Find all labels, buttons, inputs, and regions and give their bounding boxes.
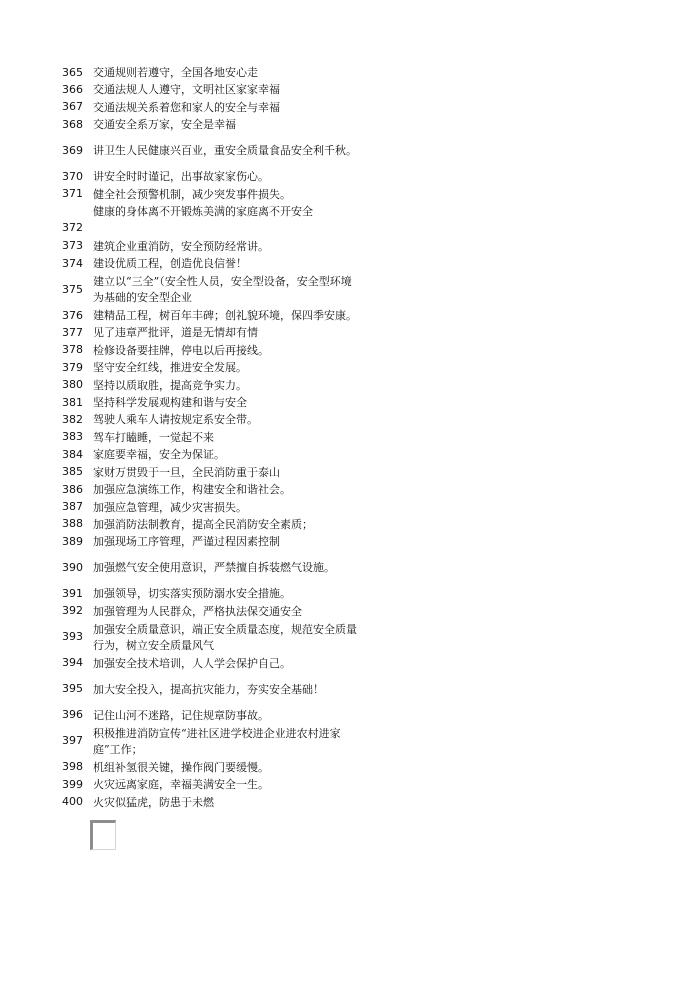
list-item	[62, 238, 362, 255]
list-item	[62, 64, 362, 81]
item-number: 369	[62, 143, 83, 157]
item-text: 建精品工程，树百年丰碑；创礼貌环境，保四季安康。	[93, 309, 357, 323]
list-item	[62, 272, 362, 307]
item-text: 交通规则若遵守，全国各地安心走	[93, 66, 258, 79]
list-item	[62, 724, 362, 759]
list-item	[62, 620, 362, 655]
list-item	[62, 255, 362, 272]
item-number: 394	[62, 656, 83, 670]
frame-corner-icon	[90, 820, 116, 850]
item-number: 373	[62, 239, 83, 253]
item-number: 377	[62, 325, 83, 339]
item-text: 加强现场工序管理，严谨过程因素控制	[93, 535, 280, 549]
item-text: 火灾远离家庭，幸福美满安全一生。	[93, 778, 269, 792]
list-item	[62, 603, 362, 620]
list-item	[62, 585, 362, 602]
list-item	[62, 359, 362, 376]
list-item	[62, 394, 362, 411]
item-text: 健全社会预警机制，减少突发事件损失。	[93, 187, 291, 201]
list-item	[62, 429, 362, 446]
list-item	[62, 342, 362, 359]
item-number: 368	[62, 117, 83, 131]
item-text: 讲卫生人民健康兴百业，重安全质量食品安全利千秋。	[93, 144, 357, 158]
list-item	[62, 794, 362, 811]
item-text: 建设优质工程，创造优良信誉！	[93, 257, 247, 271]
list-item	[62, 81, 362, 98]
list-item	[62, 99, 362, 116]
item-text: 见了违章严批评，道是无情却有情	[93, 326, 258, 340]
item-text: 检修设备要挂牌，停电以后再接线。	[93, 343, 269, 357]
item-text: 加强消防法制教育，提高全民消防安全素质；	[93, 517, 313, 531]
item-number: 386	[62, 482, 83, 496]
item-number: 391	[62, 586, 83, 600]
list-item	[62, 464, 362, 481]
item-text: 交通法规关系着您和家人的安全与幸福	[93, 100, 280, 114]
item-text: 加强管理为人民群众，严格执法保交通安全	[93, 604, 302, 618]
list-item	[62, 776, 362, 793]
item-number: 392	[62, 604, 83, 618]
item-number: 366	[62, 82, 83, 96]
list-item	[62, 203, 362, 238]
item-number: 398	[62, 760, 83, 774]
item-number: 372	[62, 221, 83, 235]
item-text: 健康的身体离不开锻炼美满的家庭离不开安全	[93, 205, 313, 219]
item-text: 加强领导，切实落实预防溺水安全措施。	[93, 587, 291, 601]
list-item	[62, 324, 362, 341]
item-text: 火灾似猛虎，防患于未燃	[93, 795, 214, 809]
item-text: 建立以“三全”（安全性人员，安全型设备，安全型环境为基础的安全型企业	[93, 274, 352, 305]
item-text: 坚守安全红线，推进安全发展。	[93, 361, 247, 375]
item-number: 396	[62, 708, 83, 722]
item-number: 393	[62, 630, 83, 644]
item-text: 驾驶人乘车人请按规定系安全带。	[93, 413, 258, 427]
list-item	[62, 481, 362, 498]
item-number: 400	[62, 795, 83, 809]
item-number: 376	[62, 308, 83, 322]
item-text: 机组补氢很关键，操作阀门要缓慢。	[93, 760, 269, 774]
list-item	[62, 533, 362, 550]
list-item	[62, 551, 362, 586]
item-text: 家财万贯毁于一旦，全民消防重于泰山	[93, 465, 280, 479]
list-item	[62, 446, 362, 463]
item-text: 记住山河不迷路，记住规章防事故。	[93, 708, 269, 722]
list-item	[62, 655, 362, 672]
item-text: 家庭要幸福，安全为保证。	[93, 448, 225, 462]
list-item	[62, 186, 362, 203]
list-item	[62, 672, 362, 707]
list-item	[62, 499, 362, 516]
item-number: 389	[62, 534, 83, 548]
item-text: 加大安全投入，提高抗灾能力，夯实安全基础！	[93, 682, 324, 696]
item-number: 390	[62, 560, 83, 574]
item-text: 加强应急演练工作，构建安全和谐社会。	[93, 483, 291, 497]
item-number: 399	[62, 777, 83, 791]
item-text: 积极推进消防宣传“进社区进学校进企业进农村进家庭”工作；	[93, 726, 341, 756]
item-number: 382	[62, 412, 83, 426]
item-text: 驾车打瞌睡，一觉起不来	[93, 430, 214, 444]
item-number: 365	[62, 65, 83, 79]
list-item	[62, 377, 362, 394]
item-text: 加强应急管理，减少灾害损失。	[93, 500, 247, 514]
item-text: 交通法规人人遵守，文明社区家家幸福	[93, 83, 280, 97]
item-number: 378	[62, 343, 83, 357]
slogan-list	[62, 64, 362, 811]
item-number: 375	[62, 282, 83, 296]
item-number: 367	[62, 100, 83, 114]
item-text: 坚持科学发展观构建和谐与安全	[93, 396, 247, 410]
item-number: 384	[62, 447, 83, 461]
item-number: 385	[62, 465, 83, 479]
item-text: 加强燃气安全使用意识，严禁擅自拆装燃气设施。	[93, 561, 335, 575]
list-item	[62, 168, 362, 185]
list-item	[62, 516, 362, 533]
list-item	[62, 307, 362, 324]
item-number: 370	[62, 169, 83, 183]
item-number: 383	[62, 430, 83, 444]
item-number: 381	[62, 395, 83, 409]
item-number: 397	[62, 734, 83, 748]
item-number: 395	[62, 682, 83, 696]
list-item	[62, 759, 362, 776]
item-text: 交通安全系万家，安全是幸福	[93, 118, 236, 132]
item-number: 379	[62, 360, 83, 374]
item-text: 加强安全质量意识，端正安全质量态度，规范安全质量行为，树立安全质量风气	[93, 622, 357, 652]
item-number: 388	[62, 517, 83, 531]
item-text: 建筑企业重消防，安全预防经常讲。	[93, 239, 269, 253]
item-text: 坚持以质取胜，提高竞争实力。	[93, 378, 247, 392]
list-item	[62, 707, 362, 724]
item-text: 加强安全技术培训，人人学会保护自己。	[93, 656, 291, 670]
item-text: 讲安全时时谨记，出事故家家伤心。	[93, 170, 269, 184]
item-number: 387	[62, 500, 83, 513]
list-item	[62, 116, 362, 133]
item-number: 380	[62, 378, 83, 392]
list-item	[62, 134, 362, 169]
list-item	[62, 411, 362, 428]
item-number: 374	[62, 256, 83, 270]
item-number: 371	[62, 187, 83, 201]
